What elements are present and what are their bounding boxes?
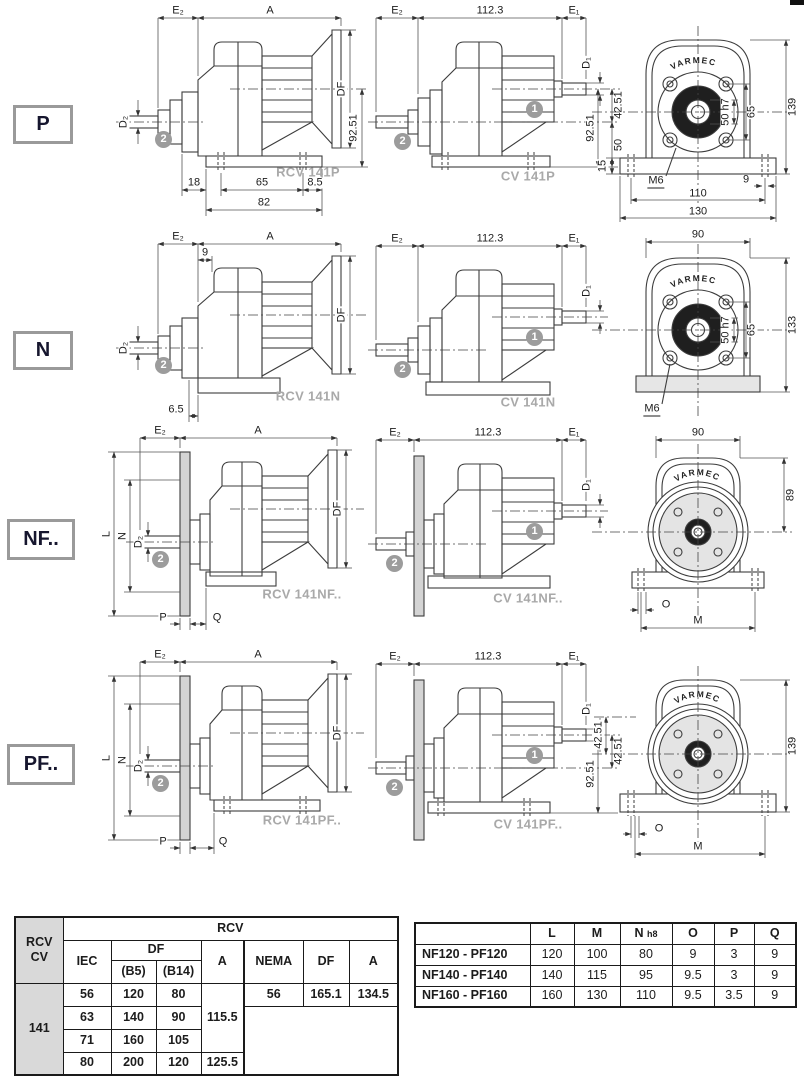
model-label: CV 141N — [500, 394, 556, 410]
dim-label: E₁ — [568, 4, 580, 17]
model-label: RCV 141NF.. — [262, 586, 342, 602]
side-label-rcv: RCV — [26, 934, 53, 949]
iec-cell: 56 — [63, 983, 111, 1006]
model-label: RCV 141P — [276, 164, 340, 180]
callout-2-badge: 2 — [155, 357, 172, 374]
dim-label: E₂ — [154, 424, 166, 437]
callout-1-badge: 1 — [526, 523, 543, 540]
varmec-logo: VARMEC — [668, 54, 718, 72]
dim-label: 65 — [745, 323, 758, 337]
size-cell: 141 — [15, 983, 63, 1075]
dim-label: E₁ — [568, 232, 580, 245]
dim-label: N — [116, 756, 129, 764]
p-cell: 3 — [714, 965, 754, 986]
dim-label: 139 — [786, 736, 799, 756]
drawing-cv-141pf — [368, 650, 623, 872]
iec-cell: 63 — [63, 1006, 111, 1029]
dim-label: E₁ — [568, 650, 580, 663]
nema-cell: 56 — [244, 983, 303, 1006]
dim-label: 42.51 — [612, 737, 625, 765]
callout-2-badge: 2 — [152, 551, 169, 568]
drawing-front-p — [592, 8, 804, 228]
df-b14-cell: 105 — [156, 1029, 201, 1052]
iec-cell: 71 — [63, 1029, 111, 1052]
o-cell: 9.5 — [672, 986, 714, 1007]
table-row — [15, 983, 398, 1006]
df-b14-cell: 80 — [156, 983, 201, 1006]
dim-label: 42.51 — [612, 91, 625, 119]
m-cell: 115 — [574, 965, 620, 986]
dim-label: 90 — [691, 426, 705, 439]
m-cell: 100 — [574, 944, 620, 965]
df-b5-cell: 160 — [111, 1029, 156, 1052]
dim-label: E₂ — [172, 230, 184, 243]
dim-label: M6 — [648, 174, 664, 187]
svg-text:VARMEC — [669, 55, 718, 72]
drawing-rcv-141nf — [96, 424, 366, 646]
n-cell: 110 — [620, 986, 672, 1007]
drawing-front-pf — [592, 646, 804, 872]
dim-label: Q — [212, 611, 222, 624]
dim-label: 112.3 — [476, 232, 504, 245]
dim-label: D₁ — [580, 479, 593, 491]
dim-label: 50 h7 — [719, 98, 732, 126]
svg-text:VARMEC — [669, 273, 718, 290]
dim-label: 50 — [612, 138, 625, 152]
dim-label: 42.51 — [592, 721, 605, 749]
drawing-cv-141n — [368, 232, 623, 432]
col-header-m: M — [574, 923, 620, 944]
dim-label: L — [100, 754, 113, 762]
callout-1-badge: 1 — [526, 101, 543, 118]
callout-2-badge: 2 — [386, 779, 403, 796]
varmec-logo: VARMEC — [672, 688, 723, 706]
dim-label: 82 — [257, 196, 271, 209]
q-cell: 9 — [754, 944, 796, 965]
col-header-df: DF — [111, 940, 201, 960]
dim-label: A — [254, 424, 262, 437]
dim-label: E₂ — [391, 232, 403, 245]
page-corner-mark — [790, 0, 804, 5]
cv-side-view-nf — [368, 426, 623, 646]
drawing-front-nf — [592, 424, 804, 646]
dim-label: D₂ — [132, 759, 145, 773]
model-label: CV 141P — [500, 168, 556, 184]
callout-2-badge: 2 — [394, 133, 411, 150]
callout-2-badge: 2 — [386, 555, 403, 572]
drawing-rcv-141pf — [96, 648, 366, 870]
df-b14-cell: 120 — [156, 1052, 201, 1075]
q-cell: 9 — [754, 986, 796, 1007]
dim-label: DF — [335, 81, 348, 97]
variant-label-p: P — [13, 105, 73, 144]
p-cell: 3.5 — [714, 986, 754, 1007]
dim-label: O — [661, 598, 671, 611]
n-cell: 95 — [620, 965, 672, 986]
dim-label: DF — [331, 501, 344, 517]
group-header-rcv: RCV — [63, 917, 398, 940]
dim-label: 112.3 — [474, 650, 502, 663]
dim-label: D₁ — [580, 57, 593, 69]
dim-label: 9 — [742, 173, 750, 186]
l-cell: 140 — [530, 965, 574, 986]
variant-label-pf: PF.. — [7, 744, 75, 785]
variant-label-nf: NF.. — [7, 519, 75, 560]
dim-label: D₁ — [580, 703, 593, 715]
drawing-rcv-141n — [100, 230, 370, 430]
l-cell: 160 — [530, 986, 574, 1007]
table-row — [415, 986, 796, 1007]
dim-label: O — [654, 822, 664, 835]
cv-side-view-n — [368, 232, 623, 432]
dim-label: 65 — [255, 176, 269, 189]
model-label: RCV 141N — [275, 388, 341, 404]
front-view-n — [592, 226, 804, 426]
col-header-p: P — [714, 923, 754, 944]
callout-2-badge: 2 — [152, 775, 169, 792]
callout-1-badge: 1 — [526, 329, 543, 346]
variant-label-n: N — [13, 331, 73, 370]
front-view-pf — [592, 646, 804, 872]
nf-pf-dimension-table — [414, 922, 797, 1008]
dim-label: DF — [331, 725, 344, 741]
dim-label: 112.3 — [474, 426, 502, 439]
p-cell: 3 — [714, 944, 754, 965]
dim-label: E₂ — [154, 648, 166, 661]
callout-2-badge: 2 — [394, 361, 411, 378]
nema-df-cell: 165.1 — [303, 983, 349, 1006]
dim-label: M — [693, 614, 703, 627]
dim-label: 110 — [689, 187, 707, 200]
col-header-l: L — [530, 923, 574, 944]
iec-cell: 80 — [63, 1052, 111, 1075]
dim-label: M — [693, 840, 703, 853]
dim-label: 50 h7 — [719, 316, 732, 344]
dim-label: 112.3 — [476, 4, 504, 17]
table-row — [415, 965, 796, 986]
model-label: CV 141PF.. — [493, 816, 563, 832]
dim-label: P — [159, 835, 167, 848]
svg-text:VARMEC — [672, 689, 722, 706]
dim-label: 92.51 — [347, 114, 360, 142]
varmec-logo: VARMEC — [672, 466, 723, 484]
dim-label: 65 — [745, 105, 758, 119]
rcv-cv-dimension-table — [14, 916, 399, 1076]
dim-label: E₁ — [568, 426, 580, 439]
model-range-cell: NF120 - PF120 — [415, 944, 530, 965]
dim-label: A — [266, 230, 274, 243]
a-cell: 125.5 — [201, 1052, 244, 1075]
q-cell: 9 — [754, 965, 796, 986]
dim-label: D₂ — [132, 535, 145, 549]
dim-label: N — [116, 532, 129, 540]
dim-label: D₂ — [117, 115, 130, 129]
table-row — [415, 944, 796, 965]
df-b14-cell: 90 — [156, 1006, 201, 1029]
model-label: CV 141NF.. — [493, 590, 563, 606]
varmec-logo: VARMEC — [668, 272, 718, 290]
a-cell: 115.5 — [201, 983, 244, 1052]
nema-a-cell: 134.5 — [349, 983, 398, 1006]
dim-label: E₂ — [391, 4, 403, 17]
df-b5-cell: 200 — [111, 1052, 156, 1075]
rcv-side-view-p — [100, 4, 370, 224]
drawing-front-n — [592, 226, 804, 426]
col-header-q: Q — [754, 923, 796, 944]
o-cell: 9.5 — [672, 965, 714, 986]
dim-label: 15 — [596, 159, 609, 173]
dim-label: L — [100, 530, 113, 538]
dim-label: 9 — [201, 246, 209, 259]
side-label-cv: CV — [30, 950, 48, 965]
col-header-df-nema: DF — [303, 940, 349, 983]
dim-label: E₂ — [389, 650, 401, 663]
dim-label: 90 — [691, 228, 705, 241]
dim-label: 92.51 — [584, 760, 597, 788]
dim-label: E₂ — [389, 426, 401, 439]
dim-label: 92.51 — [584, 114, 597, 142]
dim-label: M6 — [644, 402, 660, 415]
col-header-n: N h8 — [620, 923, 672, 944]
dim-label: A — [254, 648, 262, 661]
dim-label: 6.5 — [168, 403, 184, 416]
dim-label: 18 — [187, 176, 201, 189]
dim-label: E₂ — [172, 4, 184, 17]
n-cell: 80 — [620, 944, 672, 965]
table-corner-rcv-cv — [15, 917, 63, 983]
dim-label: Q — [218, 835, 228, 848]
empty-header — [415, 923, 530, 944]
dim-label: 130 — [688, 205, 708, 218]
svg-text:VARMEC — [672, 467, 722, 484]
m-cell: 130 — [574, 986, 620, 1007]
dim-label: P — [159, 611, 167, 624]
col-header-a: A — [201, 940, 244, 983]
model-range-cell: NF160 - PF160 — [415, 986, 530, 1007]
callout-1-badge: 1 — [526, 747, 543, 764]
col-header-b5: (B5) — [111, 960, 156, 983]
dim-label: D₂ — [117, 341, 130, 355]
o-cell: 9 — [672, 944, 714, 965]
drawing-cv-141p — [368, 4, 623, 226]
col-header-b14: (B14) — [156, 960, 201, 983]
dim-label: 89 — [784, 488, 797, 502]
model-label: RCV 141PF.. — [262, 812, 342, 828]
col-header-a-nema: A — [349, 940, 398, 983]
dim-label: 8.5 — [307, 176, 323, 189]
dim-label: 133 — [786, 315, 799, 335]
dim-label: DF — [335, 307, 348, 323]
l-cell: 120 — [530, 944, 574, 965]
empty-cell — [244, 1006, 398, 1075]
col-header-o: O — [672, 923, 714, 944]
df-b5-cell: 140 — [111, 1006, 156, 1029]
col-header-iec: IEC — [63, 940, 111, 983]
front-view-nf — [592, 424, 804, 646]
callout-2-badge: 2 — [155, 131, 172, 148]
dim-label: D₁ — [580, 285, 593, 297]
model-range-cell: NF140 - PF140 — [415, 965, 530, 986]
df-b5-cell: 120 — [111, 983, 156, 1006]
dim-label: A — [266, 4, 274, 17]
drawing-cv-141nf — [368, 426, 623, 648]
drawing-rcv-141p — [100, 4, 370, 226]
col-header-nema: NEMA — [244, 940, 303, 983]
dim-label: 139 — [786, 97, 799, 117]
